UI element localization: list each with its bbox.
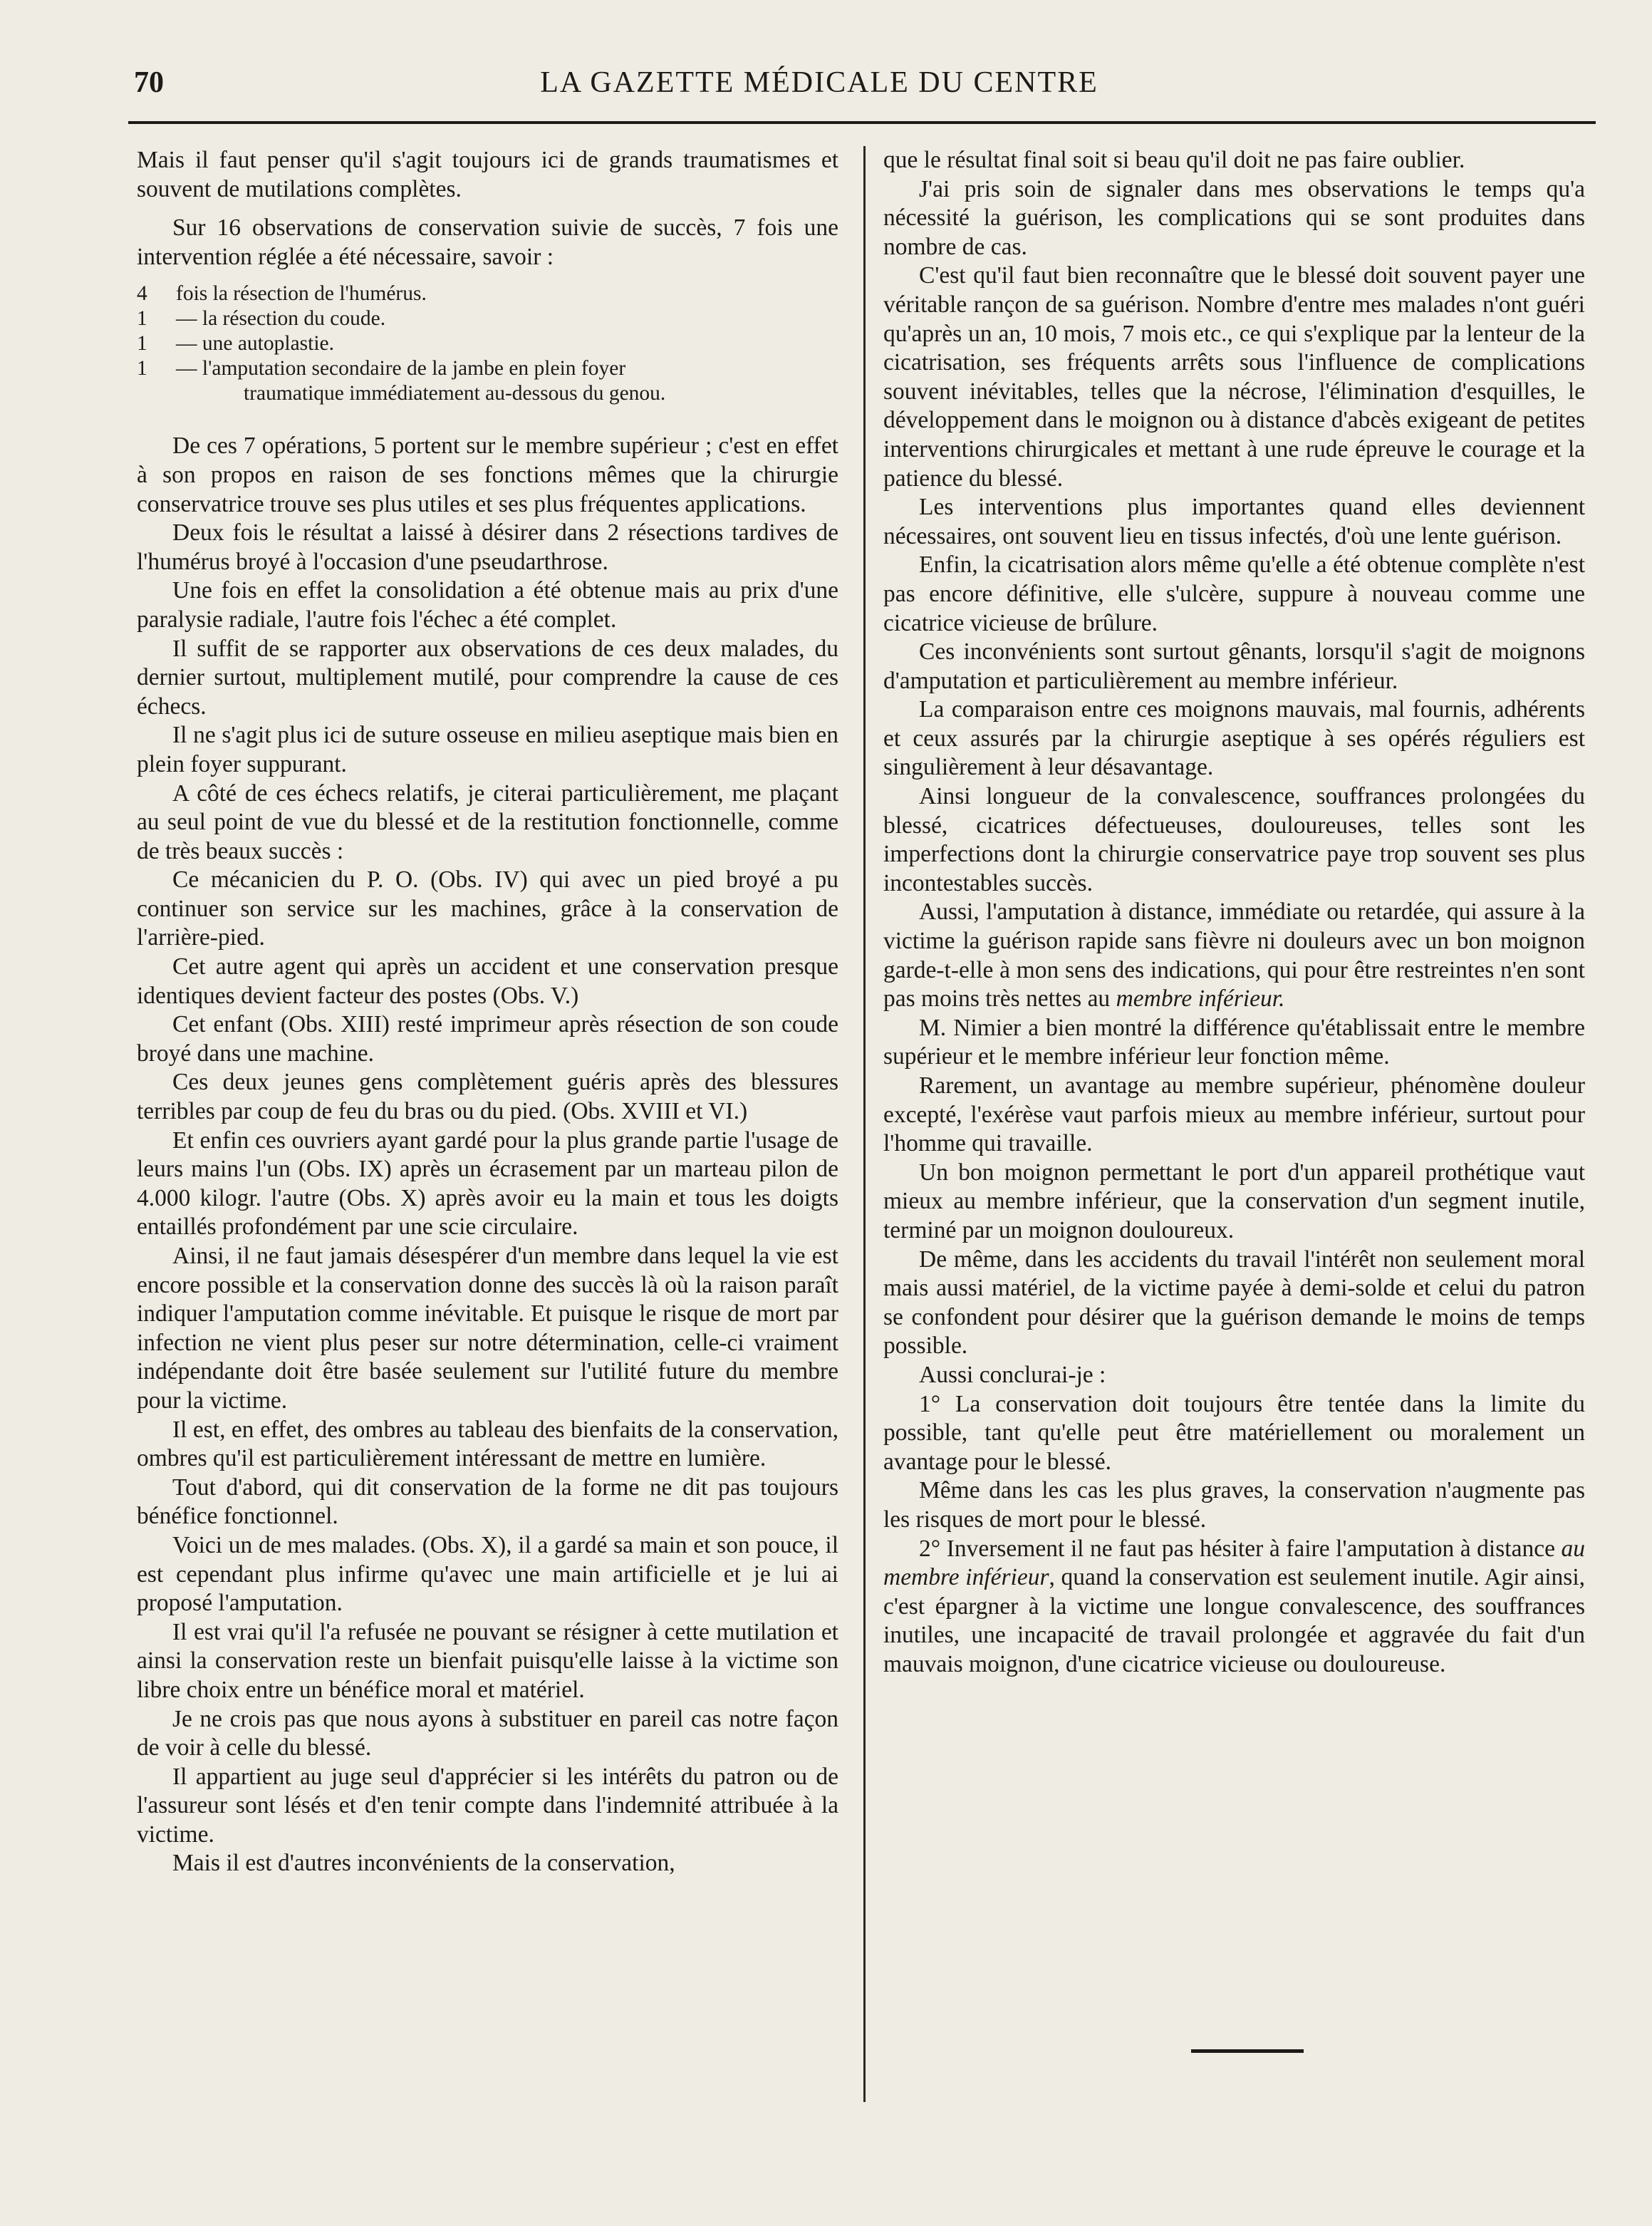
paragraph: Un bon moignon permettant le port d'un appareil prothétique vaut mieux au membre inférieur, que la conservation d'un segment inutile, terminé par un moignon douloureux. xyxy=(883,1159,1585,1243)
list-item xyxy=(137,356,838,381)
list-number: 1 xyxy=(137,332,147,356)
paragraph: Aussi conclurai-je : xyxy=(919,1361,1106,1388)
paragraph: La comparaison entre ces moignons mauvais, mal fournis, adhérents et ceux assurés par la chirurgie aseptique à ses opérés réguliers est singulièrement à leur désavantage. xyxy=(883,696,1585,781)
paragraph: Voici un de mes malades. (Obs. X), il a gardé sa main et son pouce, il est cependant plus infirme qu'avec une main artificielle et je lui ai proposé l'amputation. xyxy=(137,1531,838,1617)
list-item xyxy=(137,281,838,306)
paragraph: Cet enfant (Obs. XIII) resté imprimeur après résection de son coude broyé dans une machine. xyxy=(137,1011,838,1067)
text-run: , quand la conservation est seulement inutile. Agir ainsi, c'est épargner à la victime une longue convalescence, des souffrances inutiles, une incapacité de travail prolongée et aggravée du fait d'un mauvais moignon, d'une cicatrice vicieuse ou douloureuse. xyxy=(883,1564,1585,1677)
paragraph: A côté de ces échecs relatifs, je citerai particulièrement, me plaçant au seul point de vue du blessé et de la restitution fonctionnelle, comme de très beaux succès : xyxy=(137,780,838,864)
paragraph: Il est vrai qu'il l'a refusée ne pouvant se résigner à cette mutilation et ainsi la conservation reste un bienfait puisqu'elle laisse à la victime son libre choix entre un bénéfice moral et matériel. xyxy=(137,1618,838,1703)
column-divider xyxy=(863,146,866,2102)
paragraph: Ces inconvénients sont surtout gênants, lorsqu'il s'agit de moignons d'amputation et particulièrement au membre inférieur. xyxy=(883,638,1585,694)
list-number: 1 xyxy=(137,357,147,381)
running-header xyxy=(128,66,1510,108)
paragraph: Il est, en effet, des ombres au tableau des bienfaits de la conservation, ombres qu'il est particulièrement intéressant de mettre en lumière. xyxy=(137,1416,838,1472)
paragraph: J'ai pris soin de signaler dans mes observations le temps qu'a nécessité la guérison, les complications qui se sont produites dans nombre de cas. xyxy=(883,175,1585,260)
paragraph: Une fois en effet la consolidation a été obtenue mais au prix d'une paralysie radiale, l'autre fois l'échec a été complet. xyxy=(137,577,838,633)
paragraph: que le résultat final soit si beau qu'il doit ne pas faire oublier. xyxy=(883,147,1465,173)
paragraph: Les interventions plus importantes quand elles deviennent nécessaires, ont souvent lieu en tissus infectés, d'où une lente guérison. xyxy=(883,494,1585,549)
paragraph: Ainsi longueur de la convalescence, souffrances prolongées du blessé, cicatrices défectueuses, douloureuses, telles sont les imperfections dont la chirurgie conservatrice paye trop souvent ses plus incontestables succès. xyxy=(883,783,1585,896)
paragraph: Cet autre agent qui après un accident et une conservation presque identiques devient facteur des postes (Obs. V.) xyxy=(137,953,838,1009)
text-run: 2° Inversement il ne faut pas hésiter à faire l'amputation à distance xyxy=(919,1535,1562,1562)
paragraph: Enfin, la cicatrisation alors même qu'elle a été obtenue complète n'est pas encore définitive, elle s'ulcère, suppure à nouveau comme une cicatrice vicieuse de brûlure. xyxy=(883,552,1585,636)
paragraph: 1° La conservation doit toujours être tentée dans la limite du possible, tant qu'elle peut être matériellement ou moralement un avantage pour le blessé. xyxy=(883,1390,1585,1475)
operations-list xyxy=(137,281,838,406)
end-rule xyxy=(1191,2049,1304,2053)
italic-text: au membre inférieur xyxy=(883,1535,1585,1591)
paragraph: Sur 16 observations de conservation suivie de succès, 7 fois une intervention réglée a été nécessaire, savoir : xyxy=(137,214,838,270)
paragraph: Il appartient au juge seul d'apprécier si les intérêts du patron ou de l'assureur sont lésés et d'en tenir compte dans l'indemnité attribuée à la victime. xyxy=(137,1763,838,1848)
paragraph: Il ne s'agit plus ici de suture osseuse en milieu aseptique mais bien en plein foyer suppurant. xyxy=(137,722,838,777)
paragraph: Ainsi, il ne faut jamais désespérer d'un membre dans lequel la vie est encore possible et la conservation donne des succès là où la raison paraît indiquer l'amputation comme inévitable. Et puisque le risque de mort par infection ne vient plus peser sur notre détermination, celle-ci vraiment indépendante doit être basée seulement sur l'utilité future du membre pour la victime. xyxy=(137,1243,838,1414)
list-continuation: traumatique immédiatement au-dessous du genou. xyxy=(244,382,666,405)
paragraph: Mais il est d'autres inconvénients de la conservation, xyxy=(172,1850,675,1877)
paragraph: Même dans les cas les plus graves, la conservation n'augmente pas les risques de mort pour le blessé. xyxy=(883,1477,1585,1533)
paragraph: Deux fois le résultat a laissé à désirer dans 2 résections tardives de l'humérus broyé à l'occasion d'une pseudarthrose. xyxy=(137,519,838,575)
list-item xyxy=(137,306,838,331)
paragraph: Mais il faut penser qu'il s'agit toujours ici de grands traumatismes et souvent de mutilations complètes. xyxy=(137,147,838,202)
left-column xyxy=(137,146,838,1878)
list-text: fois la résection de l'humérus. xyxy=(176,282,427,306)
paragraph: De même, dans les accidents du travail l'intérêt non seulement moral mais aussi matériel, de la victime payée à demi-solde et celui du patron se confondent pour désirer que la guérison demande le moins de temps possible. xyxy=(883,1246,1585,1360)
list-text: — la résection du coude. xyxy=(176,307,386,331)
paragraph: Et enfin ces ouvriers ayant gardé pour la plus grande partie l'usage de leurs mains l'un (Obs. IX) après un écrasement par un marteau pilon de 4.000 kilogr. l'autre (Obs. X) après avoir eu la main et tous les doigts entaillés profondément par une scie circulaire. xyxy=(137,1127,838,1241)
list-number: 4 xyxy=(137,282,147,306)
text-run: Aussi, l'amputation à distance, immédiate ou retardée, qui assure à la victime la guérison rapide sans fièvre ni douleurs avec un bon moignon garde-t-elle à mon sens des indications, qui pour être restreintes n'en sont pas moins très nettes au xyxy=(883,899,1585,1013)
list-number: 1 xyxy=(137,307,147,331)
paragraph: C'est qu'il faut bien reconnaître que le blessé doit souvent payer une véritable rançon de sa guérison. Nombre d'entre mes malades n'ont guéri qu'après un an, 10 mois, 7 mois etc., ce qui s'explique par la lenteur de la cicatrisation, ses fréquents arrêts sous l'influence de complications souvent inévitables, telles que la nécrose, l'élimination d'esquilles, le développement dans le moignon ou à distance d'abcès exigeant de petites interventions chirurgicales et mettant à une rude épreuve le courage et la patience du blessé. xyxy=(883,262,1585,492)
paragraph: M. Nimier a bien montré la différence qu'établissait entre le membre supérieur et le membre inférieur leur fonction même. xyxy=(883,1014,1585,1070)
italic-text: membre inférieur. xyxy=(1116,985,1285,1013)
list-text: — l'amputation secondaire de la jambe en plein foyer xyxy=(176,357,626,381)
paragraph: Il suffit de se rapporter aux observations de ces deux malades, du dernier surtout, multiplement mutilé, pour comprendre la cause de ces échecs. xyxy=(137,635,838,720)
page-number: 70 xyxy=(134,66,164,99)
journal-title: LA GAZETTE MÉDICALE DU CENTRE xyxy=(540,66,1098,99)
list-text: — une autoplastie. xyxy=(176,332,335,356)
paragraph: Tout d'abord, qui dit conservation de la forme ne dit pas toujours bénéfice fonctionnel. xyxy=(137,1474,838,1530)
right-column xyxy=(883,146,1585,1679)
paragraph: Rarement, un avantage au membre supérieur, phénomène douleur excepté, l'exérèse vaut parfois mieux au membre inférieur, surtout pour l'homme qui travaille. xyxy=(883,1072,1585,1157)
paragraph: De ces 7 opérations, 5 portent sur le membre supérieur ; c'est en effet à son propos en raison de ses fonctions mêmes que la chirurgie conservatrice trouve ses plus utiles et ses plus fréquentes applications. xyxy=(137,433,838,517)
paragraph: Je ne crois pas que nous ayons à substituer en pareil cas notre façon de voir à celle du blessé. xyxy=(137,1705,838,1761)
header-rule xyxy=(128,121,1596,124)
paragraph: Ce mécanicien du P. O. (Obs. IV) qui avec un pied broyé a pu continuer son service sur les machines, grâce à la conservation de l'arrière-pied. xyxy=(137,866,838,951)
paragraph xyxy=(883,1535,1585,1679)
list-item xyxy=(137,331,838,356)
paragraph xyxy=(883,898,1585,1013)
paragraph: Ces deux jeunes gens complètement guéris après des blessures terribles par coup de feu du bras ou du pied. (Obs. XVIII et VI.) xyxy=(137,1069,838,1125)
